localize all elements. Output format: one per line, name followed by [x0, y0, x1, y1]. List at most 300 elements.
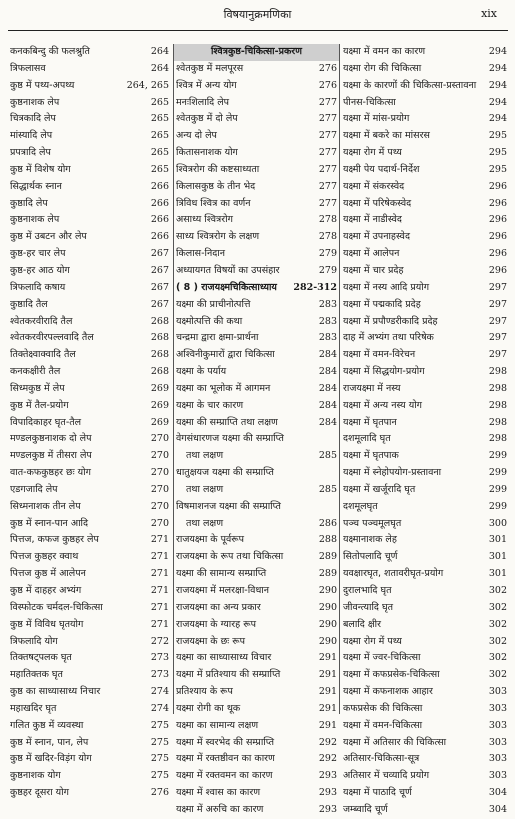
- entry-page: 297: [488, 281, 507, 293]
- index-entry: [8, 566, 171, 583]
- index-entry: [341, 650, 509, 667]
- entry-page: 302: [488, 585, 507, 596]
- entry-title: असाध्य श्वित्ररोग: [176, 214, 233, 226]
- entry-title: कितासनाशक योग: [176, 147, 238, 159]
- entry-title: ( 8 ) राजयक्ष्मचिकित्साध्याय: [176, 281, 277, 293]
- index-entry: [341, 111, 509, 128]
- index-entry: [8, 364, 171, 381]
- entry-page: 270: [150, 467, 169, 479]
- index-entry: [8, 162, 171, 179]
- entry-page: 300: [488, 517, 507, 529]
- entry-page: 295: [488, 163, 507, 175]
- entry-title: यक्ष्मा का सामान्य लक्षण: [176, 719, 259, 731]
- index-entry: [341, 162, 509, 179]
- entry-title: कुष्ठनाशक लेप: [10, 214, 60, 226]
- index-entry: [174, 162, 339, 179]
- index-entry: [341, 398, 509, 415]
- index-entry: [174, 650, 339, 667]
- entry-page: 296: [488, 214, 507, 226]
- index-entry: [341, 44, 509, 61]
- entry-page: 293: [318, 803, 337, 815]
- entry-title: श्वित्र में अन्य योग: [176, 79, 237, 91]
- entry-title: यक्ष्मा में प्रपौण्डरीकादि प्रदेह: [343, 315, 438, 327]
- index-entry: [341, 381, 509, 398]
- entry-page: 270: [150, 433, 169, 445]
- entry-title: कुष्ठ में तैल-प्रयोग: [10, 399, 69, 411]
- index-entry: [341, 61, 509, 78]
- index-entry: [341, 684, 509, 701]
- entry-page: 298: [488, 399, 507, 411]
- entry-page: 273: [150, 652, 169, 664]
- entry-page: 271: [150, 551, 169, 563]
- entry-page: 269: [150, 382, 169, 394]
- index-entry: [174, 751, 339, 768]
- header-rule: [8, 30, 508, 31]
- index-entry: [174, 448, 339, 465]
- entry-title: विस्फोटक चर्मदल-चिकित्सा: [10, 601, 103, 613]
- index-entry: [8, 61, 171, 78]
- index-entry: [341, 549, 509, 566]
- index-entry: [8, 583, 171, 600]
- index-entry: [341, 431, 509, 448]
- entry-title: सिध्मनाशक तीन लेप: [10, 500, 81, 512]
- entry-page: 276: [318, 79, 337, 91]
- entry-title: राजयक्ष्मा के छः रूप: [176, 635, 245, 647]
- entry-title: यक्ष्मोत्पत्ति की कथा: [176, 315, 243, 327]
- entry-title: यक्ष्मा में चार प्रदेह: [343, 264, 404, 276]
- index-entry: [174, 364, 339, 381]
- index-entry: [341, 499, 509, 516]
- entry-page: 303: [488, 686, 507, 698]
- entry-title: महाखदिर घृत: [10, 702, 57, 714]
- index-entry: [8, 78, 171, 95]
- entry-title: यक्ष्मा रोग में पथ्य: [343, 147, 402, 159]
- index-entry: [8, 246, 171, 263]
- entry-title: राजयक्ष्मा के पूर्वरूप: [176, 534, 245, 546]
- entry-title: यक्ष्मा रोग की चिकित्सा: [343, 62, 422, 74]
- entry-page: 296: [488, 264, 507, 276]
- entry-page: 267: [150, 298, 169, 310]
- entry-title: यक्ष्मा में ज्वर-चिकित्सा: [343, 652, 421, 664]
- entry-title: प्रपत्रादि लेप: [10, 147, 51, 159]
- entry-page: 294: [488, 62, 507, 74]
- index-entry: [174, 600, 339, 617]
- entry-page: 299: [488, 500, 507, 512]
- entry-page: 288: [318, 534, 337, 546]
- entry-page: 303: [488, 753, 507, 765]
- index-entry: [8, 212, 171, 229]
- index-entry: [341, 415, 509, 432]
- index-entry: [341, 347, 509, 364]
- entry-page: 275: [150, 753, 169, 765]
- index-entry: [341, 448, 509, 465]
- entry-page: 284: [318, 366, 337, 378]
- entry-page: 297: [488, 332, 507, 344]
- entry-page: 266: [150, 214, 169, 226]
- entry-title: यक्ष्मा में वमन-विरेचन: [343, 349, 416, 361]
- entry-page: 271: [150, 534, 169, 546]
- entry-page: 266: [150, 197, 169, 209]
- entry-page: 277: [318, 147, 337, 159]
- index-entry: [341, 212, 509, 229]
- index-entry: [8, 280, 171, 297]
- entry-title: कुष्ठादि लेप: [10, 197, 48, 209]
- index-entry: [174, 229, 339, 246]
- index-entry: [8, 347, 171, 364]
- entry-title: तथा लक्षण: [186, 517, 224, 529]
- entry-title: यक्ष्मा में रक्तवमन का कारण: [176, 770, 273, 782]
- index-entry: [174, 398, 339, 415]
- entry-page: 303: [488, 770, 507, 782]
- entry-title: श्वेतकरवीरपल्लवादि तैल: [10, 332, 94, 344]
- index-entry: [174, 381, 339, 398]
- index-entry: [8, 499, 171, 516]
- entry-page: 277: [318, 180, 337, 192]
- chapter-heading: [174, 280, 339, 297]
- index-entry: [341, 128, 509, 145]
- index-entry: [174, 499, 339, 516]
- entry-page: 274: [150, 686, 169, 698]
- entry-page: 301: [488, 534, 507, 546]
- entry-title: यक्ष्मा के कारणों की चिकित्सा-प्रस्तावना: [343, 79, 477, 91]
- entry-title: यक्ष्मा में संकरस्वेद: [343, 180, 405, 192]
- entry-title: तथा लक्षण: [186, 483, 224, 495]
- entry-title: प्रतिश्याय के रूप: [176, 686, 233, 698]
- entry-page: 289: [318, 568, 337, 580]
- entry-page: 285: [318, 450, 337, 462]
- index-entry: [174, 634, 339, 651]
- entry-title: यक्ष्मा में कफप्रसेक-चिकित्सा: [343, 669, 440, 681]
- entry-title: यक्ष्मा में वमन का कारण: [343, 46, 426, 57]
- entry-page: 294: [488, 46, 507, 57]
- entry-page: 270: [150, 483, 169, 495]
- index-entry: [8, 718, 171, 735]
- index-entry: [341, 196, 509, 213]
- entry-page: 279: [318, 264, 337, 276]
- entry-title: राजयक्ष्मा में मलरक्षा-विधान: [176, 585, 270, 596]
- index-entry: [174, 768, 339, 785]
- entry-page: 302: [488, 601, 507, 613]
- index-entry: [8, 297, 171, 314]
- entry-title: कुष्ठ में पथ्य-अपथ्य: [10, 79, 75, 91]
- index-entry: [8, 229, 171, 246]
- index-entry: [174, 297, 339, 314]
- entry-title: गलित कुष्ठ में व्यवस्था: [10, 719, 84, 731]
- index-entry: [8, 600, 171, 617]
- entry-page: 302: [488, 618, 507, 630]
- index-entry: [174, 246, 339, 263]
- index-entry: [341, 785, 509, 802]
- entry-page: 298: [488, 366, 507, 378]
- entry-page: 278: [318, 214, 337, 226]
- entry-page: 304: [488, 803, 507, 815]
- entry-title: सिध्मकुष्ठ में लेप: [10, 382, 65, 394]
- index-entry: [174, 111, 339, 128]
- index-entry: [341, 364, 509, 381]
- entry-page: 294: [488, 96, 507, 108]
- entry-page: 271: [150, 601, 169, 613]
- entry-page: 284: [318, 349, 337, 361]
- entry-page: 290: [318, 585, 337, 596]
- entry-title: धातुक्षयज यक्ष्मा की सम्प्राप्ति: [176, 467, 274, 479]
- entry-title: पीनस-चिकित्सा: [343, 96, 396, 108]
- entry-page: 299: [488, 483, 507, 495]
- entry-title: चन्द्रमा द्वारा क्षमा-प्रार्थना: [176, 332, 259, 344]
- entry-page: 264: [150, 62, 169, 74]
- entry-title: पित्तज कुष्ठ में आलेपन: [10, 568, 86, 580]
- entry-page: 271: [150, 618, 169, 630]
- index-entry: [174, 583, 339, 600]
- index-entry: [8, 381, 171, 398]
- entry-page: 270: [150, 500, 169, 512]
- index-entry: [174, 61, 339, 78]
- entry-title: यक्ष्मा का भूलोक में आगमन: [176, 382, 271, 394]
- entry-page: 270: [150, 517, 169, 529]
- entry-title: यक्ष्मा में मांस-प्रयोग: [343, 113, 410, 125]
- entry-title: त्रिफलासव: [10, 62, 46, 74]
- entry-page: 271: [150, 585, 169, 596]
- index-entry: [8, 634, 171, 651]
- entry-title: सिद्धार्थक स्नान: [10, 180, 62, 192]
- entry-title: तथा लक्षण: [186, 450, 224, 462]
- entry-page: 268: [150, 315, 169, 327]
- index-entry: [174, 516, 339, 533]
- entry-title: कनकक्षीरी तैल: [10, 366, 61, 378]
- entry-title: यक्ष्मी पेय पदार्थ-निर्देश: [343, 163, 420, 175]
- index-entry: [8, 751, 171, 768]
- entry-title: यक्ष्मा के चार कारण: [176, 399, 244, 411]
- entry-title: मण्डलकुष्ठ में तीसरा लेप: [10, 450, 92, 462]
- entry-title: कुष्ठ में विविध घृतयोग: [10, 618, 84, 630]
- entry-page: 283: [318, 315, 337, 327]
- entry-title: यक्ष्मा में परिषेकस्वेद: [343, 197, 412, 209]
- entry-page: 290: [318, 635, 337, 647]
- index-entry: [174, 212, 339, 229]
- index-entry: [174, 617, 339, 634]
- entry-title: मण्डलकुष्ठनाशक दो लेप: [10, 433, 92, 445]
- entry-page: 275: [150, 736, 169, 748]
- index-entry: [8, 415, 171, 432]
- entry-page: 266: [150, 180, 169, 192]
- index-entry: [174, 735, 339, 752]
- index-entry: [174, 532, 339, 549]
- entry-title: श्वेतकुष्ठ में दो लेप: [176, 113, 238, 125]
- index-entry: [341, 667, 509, 684]
- entry-page: 284: [318, 399, 337, 411]
- entry-page: 283: [318, 332, 337, 344]
- entry-page: 268: [150, 332, 169, 344]
- entry-page: 293: [318, 787, 337, 799]
- entry-page: 283: [318, 298, 337, 310]
- entry-page: 291: [318, 719, 337, 731]
- entry-title: श्वित्ररोग की कष्टसाध्यता: [176, 163, 260, 175]
- entry-page: 265: [150, 147, 169, 159]
- entry-title: यक्ष्मा में सिद्धयोग-प्रयोग: [343, 366, 425, 378]
- index-entry: [341, 583, 509, 600]
- index-entry: [8, 128, 171, 145]
- entry-title: कफप्रसेक की चिकित्सा: [343, 702, 423, 714]
- entry-page: 270: [150, 450, 169, 462]
- entry-title: राजयक्ष्मा में नस्य: [343, 382, 401, 394]
- entry-title: यक्ष्मा में खर्जूरादि घृत: [343, 483, 416, 495]
- entry-title: यक्ष्मानाशक लेह: [343, 534, 397, 546]
- entry-title: यक्ष्मा रोगी का थूक: [176, 702, 241, 714]
- index-entry: [174, 667, 339, 684]
- index-entry: [8, 448, 171, 465]
- entry-title: जीवन्त्यादि घृत: [343, 601, 394, 613]
- index-entry: [174, 785, 339, 802]
- index-column-2: [173, 44, 340, 815]
- entry-page: 291: [318, 686, 337, 698]
- entry-title: यक्ष्मा की सम्प्राप्ति तथा लक्षण: [176, 416, 278, 428]
- entry-title: अश्विनीकुमारों द्वारा चिकित्सा: [176, 349, 275, 361]
- entry-page: 301: [488, 551, 507, 563]
- entry-page: 298: [488, 416, 507, 428]
- index-entry: [341, 78, 509, 95]
- entry-page: 296: [488, 180, 507, 192]
- entry-page: 267: [150, 264, 169, 276]
- entry-page: 299: [488, 467, 507, 479]
- index-entry: [341, 465, 509, 482]
- index-entry: [174, 330, 339, 347]
- entry-page: 297: [488, 315, 507, 327]
- index-entry: [341, 634, 509, 651]
- entry-page: 267: [150, 248, 169, 260]
- index-entry: [174, 482, 339, 499]
- entry-title: तिक्तषट्पलक घृत: [10, 652, 72, 664]
- index-entry: [174, 347, 339, 364]
- entry-title: यक्ष्मा में घृतपान: [343, 416, 397, 428]
- index-entry: [341, 280, 509, 297]
- index-entry: [341, 179, 509, 196]
- index-entry: [174, 701, 339, 718]
- index-entry: [341, 735, 509, 752]
- index-entry: [8, 145, 171, 162]
- entry-title: कुष्ठ-हर चार लेप: [10, 248, 66, 260]
- entry-page: 273: [150, 669, 169, 681]
- entry-title: तिक्तेक्ष्वाक्वादि तैल: [10, 349, 76, 361]
- entry-title: अतिसार में चव्यादि प्रयोग: [343, 770, 430, 782]
- entry-title: वेगसंधारणज यक्ष्मा की सम्प्राप्ति: [176, 433, 284, 445]
- index-entry: [174, 145, 339, 162]
- entry-page: 297: [488, 349, 507, 361]
- entry-title: यक्ष्मा में कफनाशक आहार: [343, 686, 433, 698]
- entry-title: अतिसार-चिकित्सा-सूत्र: [343, 753, 420, 765]
- entry-title: अध्यायगत विषयों का उपसंहार: [176, 264, 280, 276]
- entry-title: पञ्च पञ्चमूलघृत: [343, 517, 402, 529]
- index-entry: [341, 297, 509, 314]
- index-entry: [174, 263, 339, 280]
- entry-title: यक्ष्मा में अन्य नस्य योग: [343, 399, 423, 411]
- entry-page: 295: [488, 130, 507, 142]
- index-entry: [8, 768, 171, 785]
- entry-page: 299: [488, 450, 507, 462]
- entry-title: अन्य दो लेप: [176, 130, 217, 142]
- entry-page: 274: [150, 702, 169, 714]
- entry-page: 293: [318, 770, 337, 782]
- entry-title: श्वेतकरवीरादि तैल: [10, 315, 73, 327]
- index-entry: [341, 802, 509, 819]
- index-entry: [341, 751, 509, 768]
- entry-page: 272: [150, 635, 169, 647]
- entry-page: 268: [150, 366, 169, 378]
- index-entry: [341, 145, 509, 162]
- index-entry: [8, 532, 171, 549]
- entry-page: 286: [318, 517, 337, 529]
- entry-page: 295: [488, 147, 507, 159]
- index-entry: [8, 330, 171, 347]
- entry-page: 294: [488, 113, 507, 125]
- index-entry: [8, 735, 171, 752]
- index-entry: [8, 650, 171, 667]
- index-entry: [341, 516, 509, 533]
- entry-title: यक्ष्मा में आलेपन: [343, 248, 400, 260]
- index-entry: [341, 532, 509, 549]
- entry-page: 277: [318, 163, 337, 175]
- entry-page: 302: [488, 652, 507, 664]
- entry-title: एडगजादि लेप: [10, 483, 58, 495]
- entry-title: यक्ष्मा में नस्य आदि प्रयोग: [343, 281, 430, 293]
- entry-title: दुरालभादि घृत: [343, 585, 392, 596]
- entry-title: यक्ष्मा में रक्तष्ठीवन का कारण: [176, 753, 275, 765]
- entry-title: त्रिविध श्वित्र का वर्णन: [176, 197, 251, 209]
- entry-title: त्रिफलादि कषाय: [10, 281, 66, 293]
- index-entry: [8, 617, 171, 634]
- index-entry: [174, 78, 339, 95]
- entry-page: 292: [318, 736, 337, 748]
- index-entry: [8, 549, 171, 566]
- entry-title: बलादि क्षीर: [343, 618, 382, 630]
- index-entry: [174, 465, 339, 482]
- entry-title: कुष्ठहर दूसरा योग: [10, 787, 69, 799]
- entry-page: 296: [488, 248, 507, 260]
- entry-page: 277: [318, 197, 337, 209]
- entry-title: चित्रकादि लेप: [10, 113, 56, 125]
- entry-title: यक्ष्मा के पर्याय: [176, 366, 227, 378]
- index-entry: [8, 701, 171, 718]
- entry-title: कुष्ठ में स्नान-पान आदि: [10, 517, 89, 529]
- entry-page: 276: [318, 62, 337, 74]
- index-entry: [341, 566, 509, 583]
- index-entry: [341, 314, 509, 331]
- section-heading: [174, 44, 339, 61]
- index-entry: [341, 263, 509, 280]
- entry-page: 265: [150, 113, 169, 125]
- entry-title: विषमाशनज यक्ष्मा की सम्प्राप्ति: [176, 500, 281, 512]
- index-entry: [341, 600, 509, 617]
- index-entry: [174, 179, 339, 196]
- index-entry: [8, 95, 171, 112]
- entry-title: विपादिकाहर घृत-तैल: [10, 416, 82, 428]
- entry-title: साध्य श्वित्ररोग के लक्षण: [176, 231, 260, 243]
- entry-page: 269: [150, 399, 169, 411]
- entry-page: 277: [318, 96, 337, 108]
- entry-title: यक्ष्मा रोग में पथ्य: [343, 635, 402, 647]
- entry-title: कुष्ठ में स्नान, पान, लेप: [10, 736, 89, 748]
- entry-title: वात-कफकुष्ठहर छः योग: [10, 467, 91, 479]
- entry-title: श्वेतकुष्ठ में मलपूरस: [176, 62, 244, 74]
- entry-page: 282-312: [293, 281, 337, 293]
- index-entry: [174, 684, 339, 701]
- entry-page: 291: [318, 669, 337, 681]
- entry-page: 284: [318, 416, 337, 428]
- entry-page: 290: [318, 601, 337, 613]
- page-header: [0, 6, 515, 24]
- index-entry: [341, 617, 509, 634]
- entry-page: 266: [150, 231, 169, 243]
- index-column-3: [341, 44, 509, 819]
- entry-page: 278: [318, 231, 337, 243]
